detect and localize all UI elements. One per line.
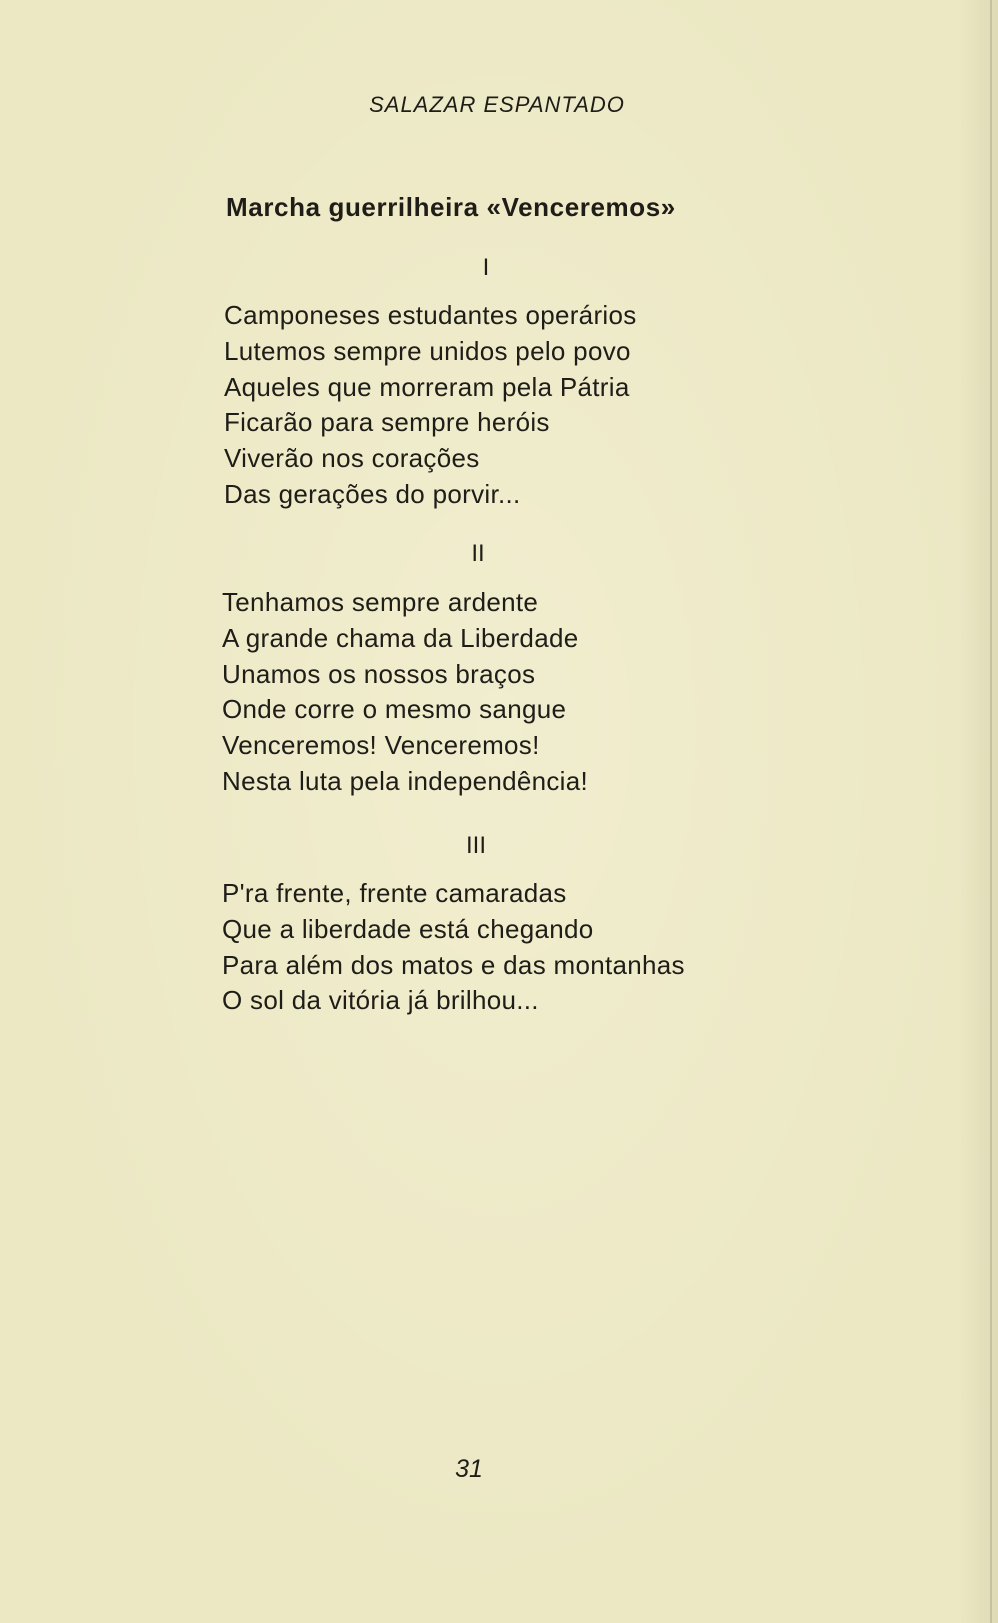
verse-line: Unamos os nossos braços: [222, 658, 536, 689]
page-number: [0, 1455, 998, 1484]
verse-line: Tenhamos sempre ardente: [222, 587, 539, 617]
verse-line: Onde corre o mesmo sangue: [222, 694, 567, 725]
section-numeral-2: II: [471, 540, 485, 567]
verse-line: P'ra frente, frente camaradas: [222, 878, 567, 908]
stanza-2: [222, 585, 588, 800]
verse-line: Venceremos! Venceremos!: [222, 730, 540, 761]
stanza-1: [224, 298, 637, 513]
verse-line: O sol da vitória já brilhou...: [222, 985, 539, 1016]
verse-line: Aqueles que morreram pela Pátria: [224, 371, 630, 402]
verse-line: A grande chama da Liberdade: [222, 622, 579, 653]
section-numeral-3: III: [465, 832, 486, 859]
verse-line: Que a liberdade está chegando: [222, 913, 594, 944]
verse-line: Nesta luta pela independência!: [222, 765, 589, 796]
verse-line: Para além dos matos e das montanhas: [222, 949, 685, 980]
verse-line: Lutemos sempre unidos pelo povo: [224, 335, 631, 366]
section-numeral-1: I: [482, 254, 490, 281]
running-head-text: SALAZAR ESPANTADO: [369, 92, 625, 117]
running-head: [0, 92, 998, 118]
page-edge: [990, 0, 992, 1623]
verse-line: Das gerações do porvir...: [224, 478, 521, 509]
verse-line: Viverão nos corações: [224, 443, 480, 474]
page-number-text: 31: [455, 1455, 483, 1483]
poem-title: Marcha guerrilheira «Venceremos»: [226, 192, 676, 222]
stanza-3: [222, 876, 685, 1019]
verse-line: Camponeses estudantes operários: [224, 300, 637, 330]
verse-line: Ficarão para sempre heróis: [224, 407, 550, 438]
